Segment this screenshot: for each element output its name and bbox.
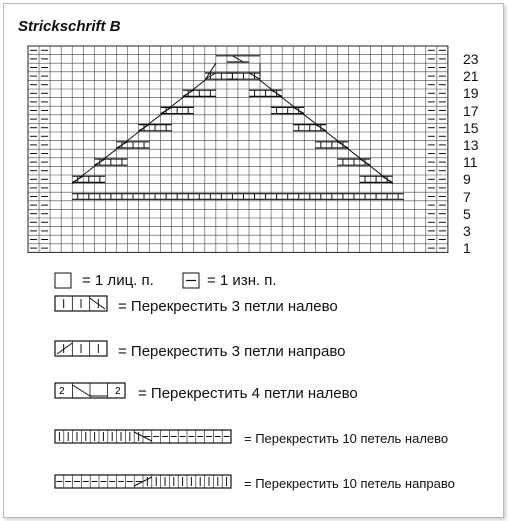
legend-cross10-right-text: = Перекрестить 10 петель направо bbox=[244, 476, 455, 491]
legend-cross4-mark-left: 2 bbox=[59, 386, 65, 397]
legend-purl-text: = 1 изн. п. bbox=[207, 272, 277, 289]
legend-cross3-left-text: = Перекрестить 3 петли налево bbox=[118, 298, 338, 315]
legend-cross10-left-text: = Перекрестить 10 петель налево bbox=[244, 431, 449, 446]
row-number: 7 bbox=[463, 188, 471, 205]
legend-knit-text: = 1 лиц. п. bbox=[82, 272, 154, 289]
row-number: 1 bbox=[463, 240, 471, 257]
row-number: 17 bbox=[463, 102, 479, 119]
legend-cross3-right-text: = Перекрестить 3 петли направо bbox=[118, 343, 346, 360]
row-number: 19 bbox=[463, 85, 479, 102]
row-number: 15 bbox=[463, 119, 479, 136]
legend-cross4-left-text: = Перекрестить 4 петли налево bbox=[138, 385, 358, 402]
row-number: 23 bbox=[463, 50, 479, 67]
row-number: 3 bbox=[463, 222, 471, 239]
row-number: 13 bbox=[463, 136, 479, 153]
legend-cross4-mark-right: 2 bbox=[115, 386, 121, 397]
row-number: 21 bbox=[463, 68, 479, 85]
chart-title: Strickschrift B bbox=[18, 18, 121, 35]
legend-knit-box bbox=[55, 273, 71, 288]
row-number: 11 bbox=[463, 154, 478, 171]
row-number: 9 bbox=[463, 171, 471, 188]
row-number: 5 bbox=[463, 205, 471, 222]
